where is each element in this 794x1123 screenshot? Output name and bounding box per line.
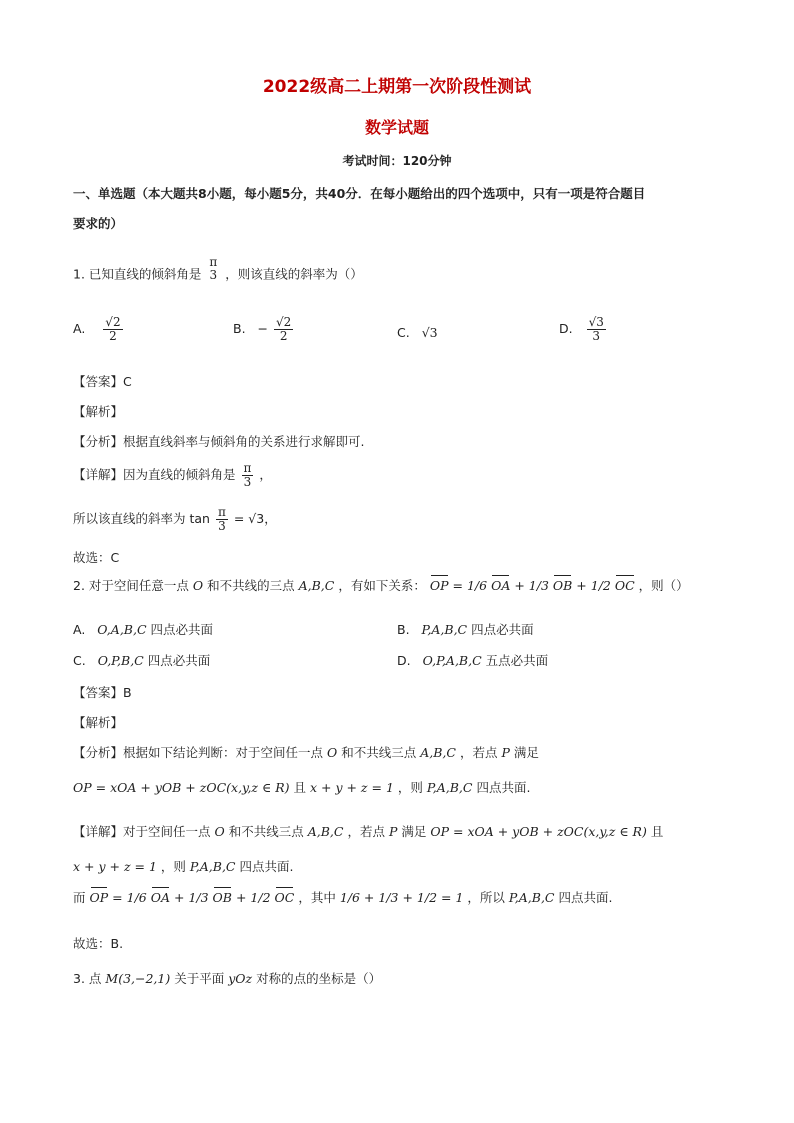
q2-stem: 2. 对于空间任意一点 O 和不共线的三点 A,B,C ，有如下关系： OP = 1/6 OA + 1/3 OB + 1/2 OC ，则（）	[73, 578, 689, 593]
q2-detail-abc: A,B,C	[307, 824, 344, 839]
q1-option-d-label: D.	[559, 321, 573, 337]
q2-option-c	[73, 651, 210, 669]
q2-detail2-mid: ，则	[160, 859, 186, 874]
q2-analysis-b: 和不共线三点	[341, 745, 417, 760]
q2-option-d-label: D.	[397, 653, 411, 668]
q2-then-oa: OA	[150, 890, 171, 905]
q1-slope-prefix: 所以该直线的斜率为 tan	[73, 511, 210, 527]
q2-analysis-c: ，若点	[459, 745, 498, 760]
q1-option-b-value	[274, 316, 293, 343]
q2-then-ob: OB	[212, 890, 232, 905]
q2-vec-oc: OC	[614, 578, 635, 593]
q2-then-f6: 1/6	[126, 890, 147, 905]
q2-then-tail: 四点共面.	[558, 890, 613, 905]
q1-option-b-label: B.	[233, 321, 246, 337]
q2-stem-end: ，则（）	[638, 578, 689, 593]
q2-detail-o: O	[214, 824, 225, 839]
exam-title: 2022级高二上期第一次阶段性测试	[262, 77, 532, 97]
q2-then: 而 OP = 1/6 OA + 1/3 OB + 1/2 OC ，其中 1/6 + 1/3 + 1/2 = 1 ，所以 P,A,B,C 四点共面.	[73, 890, 613, 905]
q2-relation-pabc: P,A,B,C	[426, 780, 473, 795]
q1-option-a-label: A.	[73, 321, 86, 337]
q2-option-c-label: C.	[73, 653, 86, 668]
q2-option-a-math: O,A,B,C	[97, 622, 147, 637]
q3-prefix: 3. 点	[73, 971, 102, 986]
q2-detail-formula: OP = xOA + yOB + zOC(x,y,z ∈ R)	[430, 824, 647, 839]
q2-relation-tail: 四点共面.	[476, 780, 531, 795]
q2-option-d-math: O,P,A,B,C	[422, 653, 482, 668]
section-heading-line1: 一、单选题（本大题共8小题，每小题5分，共40分．在每小题给出的四个选项中，只有一项是符合题目	[73, 186, 646, 201]
q2-option-a	[73, 620, 213, 638]
q2-then-s6: 1/6	[339, 890, 360, 905]
q2-detail2-tail: 四点共面.	[239, 859, 294, 874]
q3-plane: yOz	[228, 971, 253, 986]
q2-analysis-head: 【解析】	[73, 715, 124, 730]
q2-option-b-label: B.	[397, 622, 410, 637]
q2-detail-d: 满足	[401, 824, 427, 839]
q2-frac-2: 1/2	[590, 578, 611, 593]
q1-detail-angle-den: 3	[243, 475, 252, 490]
q2-analysis-a: 【分析】根据如下结论判断：对于空间任一点	[73, 745, 324, 760]
q1-detail-angle-num: π	[243, 461, 252, 475]
q2-frac-6: 1/6	[466, 578, 488, 593]
q2-then-end: ，所以	[467, 890, 505, 905]
q2-then-f2: 1/2	[250, 890, 271, 905]
q1-answer: 【答案】C	[73, 374, 132, 389]
q2-then-op: OP	[89, 890, 109, 905]
q2-relation-formula: OP = xOA + yOB + zOC(x,y,z ∈ R)	[73, 780, 290, 795]
q2-analysis-abc: A,B,C	[420, 745, 456, 760]
q2-then-pabc: P,A,B,C	[508, 890, 555, 905]
q2-point-o: O	[192, 578, 204, 593]
q2-relation	[73, 778, 530, 796]
q1-choice: 故选：C	[73, 550, 120, 565]
q1-option-c-label: C.	[397, 325, 410, 340]
q2-vec-oa: OA	[491, 578, 511, 593]
exam-time: 考试时间：120分钟	[342, 154, 452, 168]
q1-detail-angle	[242, 462, 254, 489]
q2-detail-a: 【详解】对于空间任一点	[73, 824, 211, 839]
q2-stem-mid: 和不共线的三点	[207, 578, 295, 593]
q1-slope-angle-num: π	[217, 505, 226, 519]
q3-mid: 关于平面	[174, 971, 225, 986]
q2-then-eq: =	[112, 890, 123, 905]
q1-angle-den: 3	[209, 268, 218, 283]
q2-vec-op: OP	[429, 578, 449, 593]
q1-option-a-num: √2	[105, 315, 121, 329]
q2-option-a-text: 四点必共面	[150, 622, 214, 637]
section-heading-line2: 要求的）	[73, 216, 124, 231]
q1-slope-angle-den: 3	[218, 519, 226, 534]
q1-option-b-den: 2	[279, 329, 288, 344]
q2-relation-and: 且	[293, 780, 306, 795]
q1-analysis-head: 【解析】	[73, 404, 124, 419]
q1-angle-fraction	[207, 256, 219, 282]
q2-then-s3: 1/3	[378, 890, 399, 905]
q2-detail-c: ，若点	[347, 824, 385, 839]
q1-option-a-den: 2	[109, 329, 117, 344]
q2-option-b-math: P,A,B,C	[421, 622, 468, 637]
q1-analysis: 【分析】根据直线斜率与倾斜角的关系进行求解即可.	[73, 434, 365, 449]
q2-then-oc: OC	[274, 890, 295, 905]
q2-option-a-label: A.	[73, 622, 86, 637]
q1-angle-num: π	[209, 255, 218, 269]
q2-analysis-o: O	[327, 745, 338, 760]
q2-option-b-text: 四点必共面	[471, 622, 534, 637]
q1-slope-suffix: = √3，	[233, 511, 277, 527]
q1-option-b	[233, 316, 295, 343]
q2-vec-ob: OB	[552, 578, 573, 593]
q3-suffix: 对称的点的坐标是（）	[256, 971, 382, 986]
q2-then-s2: 1/2	[416, 890, 438, 905]
q3-stem	[73, 969, 381, 987]
q2-option-d-text: 五点必共面	[485, 653, 549, 668]
q2-detail2-sum: x + y + z = 1	[73, 859, 157, 874]
q1-option-d-num: √3	[588, 315, 604, 329]
q2-detail-p: P	[388, 824, 398, 839]
q1-option-d-value	[587, 316, 606, 343]
q2-detail2-pabc: P,A,B,C	[189, 859, 236, 874]
q2-relation-sum: x + y + z = 1	[309, 780, 394, 795]
q1-detail-prefix: 【详解】因为直线的倾斜角是	[73, 467, 236, 483]
q2-detail2	[73, 857, 293, 875]
q1-option-a-value	[103, 316, 122, 343]
q1-slope-angle	[216, 506, 228, 533]
q2-analysis-d: 满足	[513, 745, 539, 760]
exam-subtitle: 数学试题	[364, 118, 429, 137]
q2-eq: =	[452, 578, 463, 593]
q2-detail-and: 且	[650, 824, 664, 839]
q1-stem	[73, 255, 363, 288]
q2-detail	[73, 822, 663, 840]
q2-option-c-text: 四点必共面	[147, 653, 211, 668]
q2-detail-b: 和不共线三点	[228, 824, 304, 839]
q1-option-c	[397, 325, 438, 340]
q1-option-a	[73, 316, 125, 343]
q2-then-f3: 1/3	[188, 890, 209, 905]
q1-option-b-num: √2	[276, 315, 292, 329]
q1-option-d-den: 3	[592, 329, 601, 344]
q3-point: M(3,−2,1)	[105, 971, 171, 986]
q2-then-sum: = 1	[441, 890, 464, 905]
q1-stem-prefix: 1. 已知直线的倾斜角是	[73, 266, 202, 282]
q2-frac-3: 1/3	[528, 578, 549, 593]
q1-option-d	[559, 316, 608, 343]
q1-detail	[73, 462, 272, 489]
q1-option-c-value: √3	[421, 325, 438, 340]
q2-analysis-p: P	[501, 745, 510, 760]
q1-detail-suffix: ，	[259, 467, 272, 483]
q1-slope	[73, 506, 277, 533]
q2-choice: 故选：B.	[73, 936, 124, 951]
q2-then-mid: ，其中	[298, 890, 336, 905]
q1-option-b-sign: −	[257, 321, 269, 337]
q2-relation-then: ，则	[397, 780, 423, 795]
q2-option-d	[397, 651, 548, 669]
q1-stem-suffix: ，则该直线的斜率为（）	[225, 266, 363, 282]
q2-option-c-math: O,P,B,C	[97, 653, 144, 668]
q2-stem-rel: ，有如下关系：	[338, 578, 426, 593]
q2-then-prefix: 而	[73, 890, 86, 905]
q2-analysis	[73, 743, 539, 761]
q2-option-b	[397, 620, 534, 638]
q2-points-abc: A,B,C	[298, 578, 335, 593]
q2-answer: 【答案】B	[73, 685, 132, 700]
q2-stem-prefix: 2. 对于空间任意一点	[73, 578, 189, 593]
